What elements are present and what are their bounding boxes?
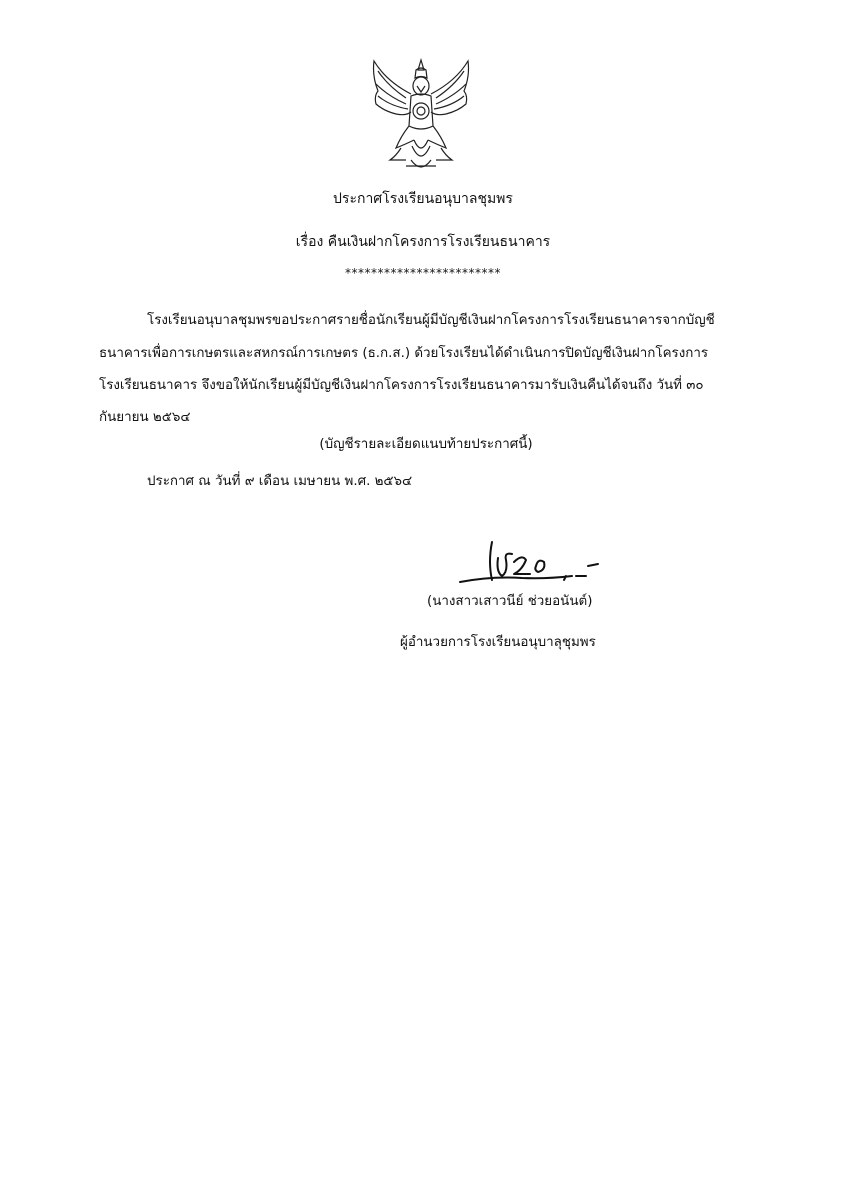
garuda-emblem-icon <box>366 56 476 176</box>
handwritten-signature <box>452 536 602 592</box>
separator: ************************ <box>345 266 501 280</box>
body-line: โรงเรียนอนุบาลชุมพรขอประกาศรายชื่อนักเรียนผู้มีบัญชีเงินฝากโครงการโรงเรียนธนาคารจากบัญชี <box>147 313 715 328</box>
document-subject: เรื่อง คืนเงินฝากโครงการโรงเรียนธนาคาร <box>295 234 551 250</box>
announcement-date: ประกาศ ณ วันที่ ๙ เดือน เมษายน พ.ศ. ๒๕๖๔ <box>147 474 413 489</box>
signer-title: ผู้อำนวยการโรงเรียนอนุบาลุชุมพร <box>400 635 596 650</box>
document-title: ประกาศโรงเรียนอนุบาลชุมพร <box>333 191 513 207</box>
attachment-note: (บัญชีรายละเอียดแนบท้ายประกาศนี้) <box>319 437 533 452</box>
body-line: กันยายน ๒๕๖๔ <box>99 410 191 425</box>
body-line: ธนาคารเพื่อการเกษตรและสหกรณ์การเกษตร (ธ.ก.ส.) ด้วยโรงเรียนได้ดำเนินการปิดบัญชีเงินฝากโครงการ <box>99 346 709 361</box>
body-line: โรงเรียนธนาคาร จึงขอให้นักเรียนผู้มีบัญชีเงินฝากโครงการโรงเรียนธนาคารมารับเงินคืนได้จนถึง วันที่ ๓๐ <box>99 378 704 393</box>
signer-name: (นางสาวเสาวนีย์ ช่วยอนันต์) <box>427 594 593 609</box>
